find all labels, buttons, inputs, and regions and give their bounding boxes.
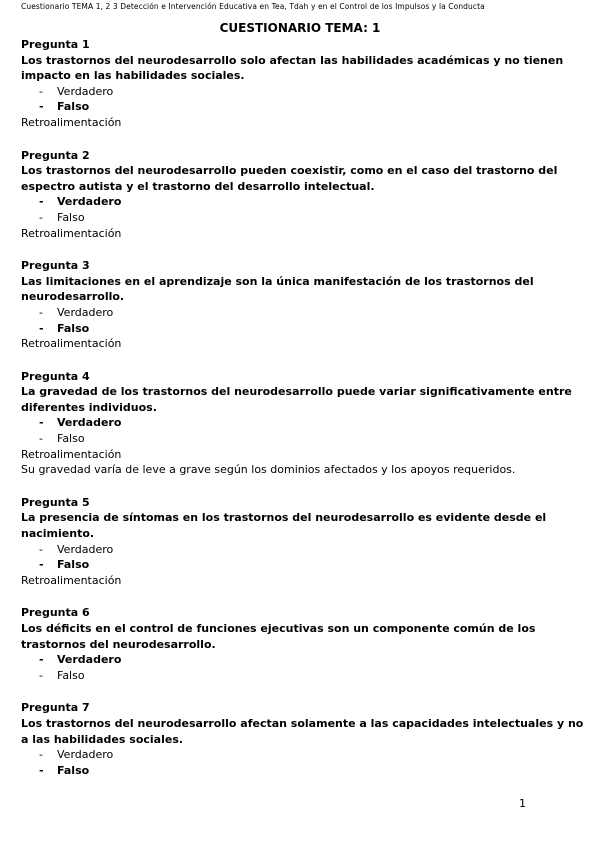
answer-option-falso: [39, 668, 586, 684]
list-dash: -: [39, 558, 44, 572]
question-text: Las limitaciones en el aprendizaje son la única manifestación de los trastornos del neurodesarrollo.: [21, 274, 534, 304]
answer-options: [21, 305, 586, 336]
answer-option-falso: [39, 210, 586, 226]
list-dash: -: [39, 84, 43, 98]
answer-option-verdadero: [39, 194, 586, 210]
question-label: Pregunta 3: [21, 259, 90, 273]
answer-option-label: Verdadero: [57, 195, 122, 209]
list-dash: -: [39, 542, 43, 556]
question-label: Pregunta 6: [21, 606, 90, 620]
list-dash: -: [39, 210, 43, 224]
answer-option-label: Falso: [57, 558, 90, 572]
question-text: Los trastornos del neurodesarrollo solo afectan las habilidades académicas y no tienen impacto en las habilidades sociales.: [21, 53, 564, 83]
question-label: Pregunta 7: [21, 701, 90, 715]
answer-options: [21, 652, 586, 683]
answer-option-verdadero: [39, 747, 586, 763]
list-dash: -: [39, 416, 44, 430]
question-label: Pregunta 5: [21, 495, 90, 509]
question-label: Pregunta 2: [21, 148, 90, 162]
question-3: [21, 258, 586, 352]
question-1: [21, 37, 586, 131]
answer-option-falso: [39, 321, 586, 337]
answer-options: [21, 415, 586, 446]
answer-option-label: Falso: [57, 432, 85, 446]
answer-option-falso: [39, 557, 586, 573]
answer-option-label: Falso: [57, 100, 90, 114]
page-title: CUESTIONARIO TEMA: 1: [219, 21, 381, 35]
question-7: [21, 700, 586, 778]
list-dash: -: [39, 195, 44, 209]
question-2: [21, 148, 586, 242]
feedback-text: Su gravedad varía de leve a grave según los dominios afectados y los apoyos requeridos.: [21, 463, 516, 477]
question-text: Los trastornos del neurodesarrollo pueden coexistir, como en el caso del trastorno del espectro autista y el trastorno del desarrollo intelectual.: [21, 164, 558, 193]
answer-option-verdadero: [39, 415, 586, 431]
question-6: [21, 605, 586, 683]
answer-option-label: Falso: [57, 321, 90, 335]
question-text: La gravedad de los trastornos del neurodesarrollo puede variar significativamente entre diferentes individuos.: [21, 385, 572, 414]
answer-option-verdadero: [39, 652, 586, 668]
answer-option-verdadero: [39, 84, 586, 100]
answer-option-label: Falso: [57, 763, 90, 777]
page-number: 1: [519, 797, 526, 810]
feedback-label: Retroalimentación: [21, 115, 122, 129]
question-text: Los trastornos del neurodesarrollo afectan solamente a las capacidades intelectuales y no a las habilidades sociales.: [21, 716, 584, 746]
answer-option-verdadero: [39, 305, 586, 321]
question-4: [21, 369, 586, 478]
answer-options: [21, 747, 586, 778]
feedback-label: Retroalimentación: [21, 226, 122, 240]
list-dash: -: [39, 100, 44, 114]
answer-option-label: Falso: [57, 210, 85, 224]
list-dash: -: [39, 305, 43, 319]
answer-option-verdadero: [39, 542, 586, 558]
answer-options: [21, 84, 586, 115]
list-dash: -: [39, 668, 43, 682]
feedback-label: Retroalimentación: [21, 337, 122, 351]
answer-options: [21, 194, 586, 225]
feedback-label: Retroalimentación: [21, 573, 122, 587]
answer-option-falso: [39, 99, 586, 115]
answer-option-label: Verdadero: [57, 748, 114, 762]
question-label: Pregunta 1: [21, 38, 90, 51]
question-5: [21, 495, 586, 589]
list-dash: -: [39, 748, 43, 762]
list-dash: -: [39, 763, 44, 777]
answer-option-label: Verdadero: [57, 542, 114, 556]
answer-option-falso: [39, 763, 586, 779]
answer-option-label: Falso: [57, 668, 85, 682]
question-label: Pregunta 4: [21, 369, 90, 383]
answer-option-label: Verdadero: [57, 653, 122, 667]
running-header: Cuestionario TEMA 1, 2 3 Detección e Intervención Educativa en Tea, Tdah y en el Control de los Impulsos y la Conducta: [21, 2, 485, 11]
list-dash: -: [39, 432, 43, 446]
feedback-label: Retroalimentación: [21, 447, 122, 461]
list-dash: -: [39, 321, 44, 335]
question-text: Los déficits en el control de funciones ejecutivas son un componente común de los trastornos del neurodesarrollo.: [21, 622, 536, 651]
answer-option-label: Verdadero: [57, 84, 114, 98]
question-text: La presencia de síntomas en los trastornos del neurodesarrollo es evidente desde el nacimiento.: [21, 511, 547, 541]
answer-options: [21, 542, 586, 573]
answer-option-falso: [39, 431, 586, 447]
answer-option-label: Verdadero: [57, 305, 114, 319]
list-dash: -: [39, 653, 44, 667]
questions-list: [21, 37, 586, 795]
answer-option-label: Verdadero: [57, 416, 122, 430]
